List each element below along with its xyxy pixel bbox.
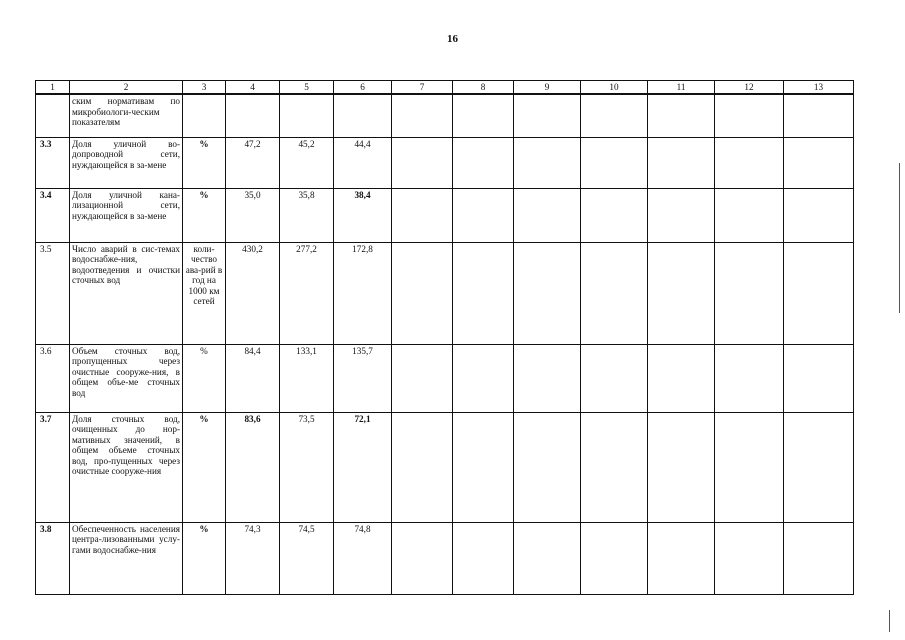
empty-cell [784, 242, 854, 344]
table-row [36, 522, 854, 594]
unit-cell: % [183, 344, 226, 412]
value-cell: 35,0 [226, 188, 280, 242]
empty-cell [715, 344, 784, 412]
empty-cell [784, 522, 854, 594]
value-cell: 84,4 [226, 344, 280, 412]
table-row [36, 344, 854, 412]
value-cell: 74,5 [280, 522, 334, 594]
value-cell: 73,5 [280, 412, 334, 522]
value-cell [226, 94, 280, 137]
empty-cell [392, 137, 453, 188]
unit-cell: % [183, 137, 226, 188]
empty-cell [648, 522, 715, 594]
empty-cell [453, 188, 514, 242]
column-header: 1 [36, 81, 70, 95]
empty-cell [514, 522, 581, 594]
unit-cell: % [183, 412, 226, 522]
value-cell: 133,1 [280, 344, 334, 412]
empty-cell [453, 344, 514, 412]
value-cell: 172,8 [334, 242, 392, 344]
value-cell: 45,2 [280, 137, 334, 188]
indicator-name: Доля сточных вод, очищенных до нор-мативных значений, в общем объеме сточных вод, про-пущенных через очистные сооруже-ния [70, 412, 183, 522]
value-cell: 47,2 [226, 137, 280, 188]
value-cell: 83,6 [226, 412, 280, 522]
empty-cell [648, 242, 715, 344]
empty-cell [715, 94, 784, 137]
empty-cell [514, 94, 581, 137]
value-cell: 35,8 [280, 188, 334, 242]
empty-cell [784, 344, 854, 412]
indicator-name: ским нормативам по микробиологи-ческим показателям [70, 94, 183, 137]
column-header: 7 [392, 81, 453, 95]
empty-cell [453, 137, 514, 188]
value-cell: 430,2 [226, 242, 280, 344]
unit-cell: % [183, 188, 226, 242]
empty-cell [784, 137, 854, 188]
empty-cell [392, 94, 453, 137]
empty-cell [392, 344, 453, 412]
indicator-name: Доля уличной во-допроводной сети, нуждающейся в за-мене [70, 137, 183, 188]
column-header: 2 [70, 81, 183, 95]
empty-cell [514, 412, 581, 522]
indicator-table [35, 80, 854, 595]
row-number [36, 94, 70, 137]
empty-cell [648, 344, 715, 412]
empty-cell [581, 188, 648, 242]
table-row [36, 188, 854, 242]
empty-cell [453, 94, 514, 137]
empty-cell [581, 412, 648, 522]
column-header: 13 [784, 81, 854, 95]
row-number: 3.7 [36, 412, 70, 522]
value-cell: 44,4 [334, 137, 392, 188]
value-cell [280, 94, 334, 137]
unit-cell: коли-чество ава-рий в год на 1000 км сетей [183, 242, 226, 344]
indicator-name: Объем сточных вод, пропущенных через очистные сооруже-ния, в общем объе-ме сточных вод [70, 344, 183, 412]
row-number: 3.4 [36, 188, 70, 242]
table-row [36, 242, 854, 344]
table-row [36, 94, 854, 137]
empty-cell [715, 242, 784, 344]
table-row [36, 412, 854, 522]
empty-cell [392, 188, 453, 242]
empty-cell [514, 242, 581, 344]
column-header: 9 [514, 81, 581, 95]
empty-cell [453, 522, 514, 594]
empty-cell [648, 94, 715, 137]
empty-cell [581, 94, 648, 137]
value-cell [334, 94, 392, 137]
empty-cell [514, 344, 581, 412]
empty-cell [715, 188, 784, 242]
empty-cell [784, 412, 854, 522]
unit-cell: % [183, 522, 226, 594]
row-number: 3.8 [36, 522, 70, 594]
scan-edge-line [899, 163, 900, 313]
empty-cell [581, 522, 648, 594]
value-cell: 38,4 [334, 188, 392, 242]
indicator-name: Доля уличной кана-лизационной сети, нуждающейся в за-мене [70, 188, 183, 242]
empty-cell [715, 137, 784, 188]
empty-cell [715, 412, 784, 522]
indicator-name: Обеспеченность населения центра-лизованными услу-гами водоснабже-ния [70, 522, 183, 594]
row-number: 3.5 [36, 242, 70, 344]
row-number: 3.3 [36, 137, 70, 188]
empty-cell [514, 188, 581, 242]
value-cell: 277,2 [280, 242, 334, 344]
empty-cell [648, 137, 715, 188]
value-cell: 72,1 [334, 412, 392, 522]
empty-cell [581, 137, 648, 188]
value-cell: 74,3 [226, 522, 280, 594]
empty-cell [453, 412, 514, 522]
column-header: 4 [226, 81, 280, 95]
empty-cell [392, 412, 453, 522]
row-number: 3.6 [36, 344, 70, 412]
empty-cell [514, 137, 581, 188]
empty-cell [581, 242, 648, 344]
empty-cell [784, 94, 854, 137]
empty-cell [392, 522, 453, 594]
empty-cell [648, 188, 715, 242]
column-header: 8 [453, 81, 514, 95]
column-header: 12 [715, 81, 784, 95]
column-header: 10 [581, 81, 648, 95]
column-header: 5 [280, 81, 334, 95]
value-cell: 135,7 [334, 344, 392, 412]
empty-cell [715, 522, 784, 594]
value-cell: 74,8 [334, 522, 392, 594]
table-row [36, 137, 854, 188]
empty-cell [581, 344, 648, 412]
page-number: 16 [447, 33, 458, 45]
column-number-row [36, 81, 854, 95]
empty-cell [453, 242, 514, 344]
column-header: 11 [648, 81, 715, 95]
empty-cell [648, 412, 715, 522]
empty-cell [784, 188, 854, 242]
column-header: 3 [183, 81, 226, 95]
empty-cell [392, 242, 453, 344]
column-header: 6 [334, 81, 392, 95]
scan-edge-line [889, 610, 890, 632]
unit-cell [183, 94, 226, 137]
indicator-name: Число аварий в сис-темах водоснабже-ния, водоотведения и очистки сточных вод [70, 242, 183, 344]
